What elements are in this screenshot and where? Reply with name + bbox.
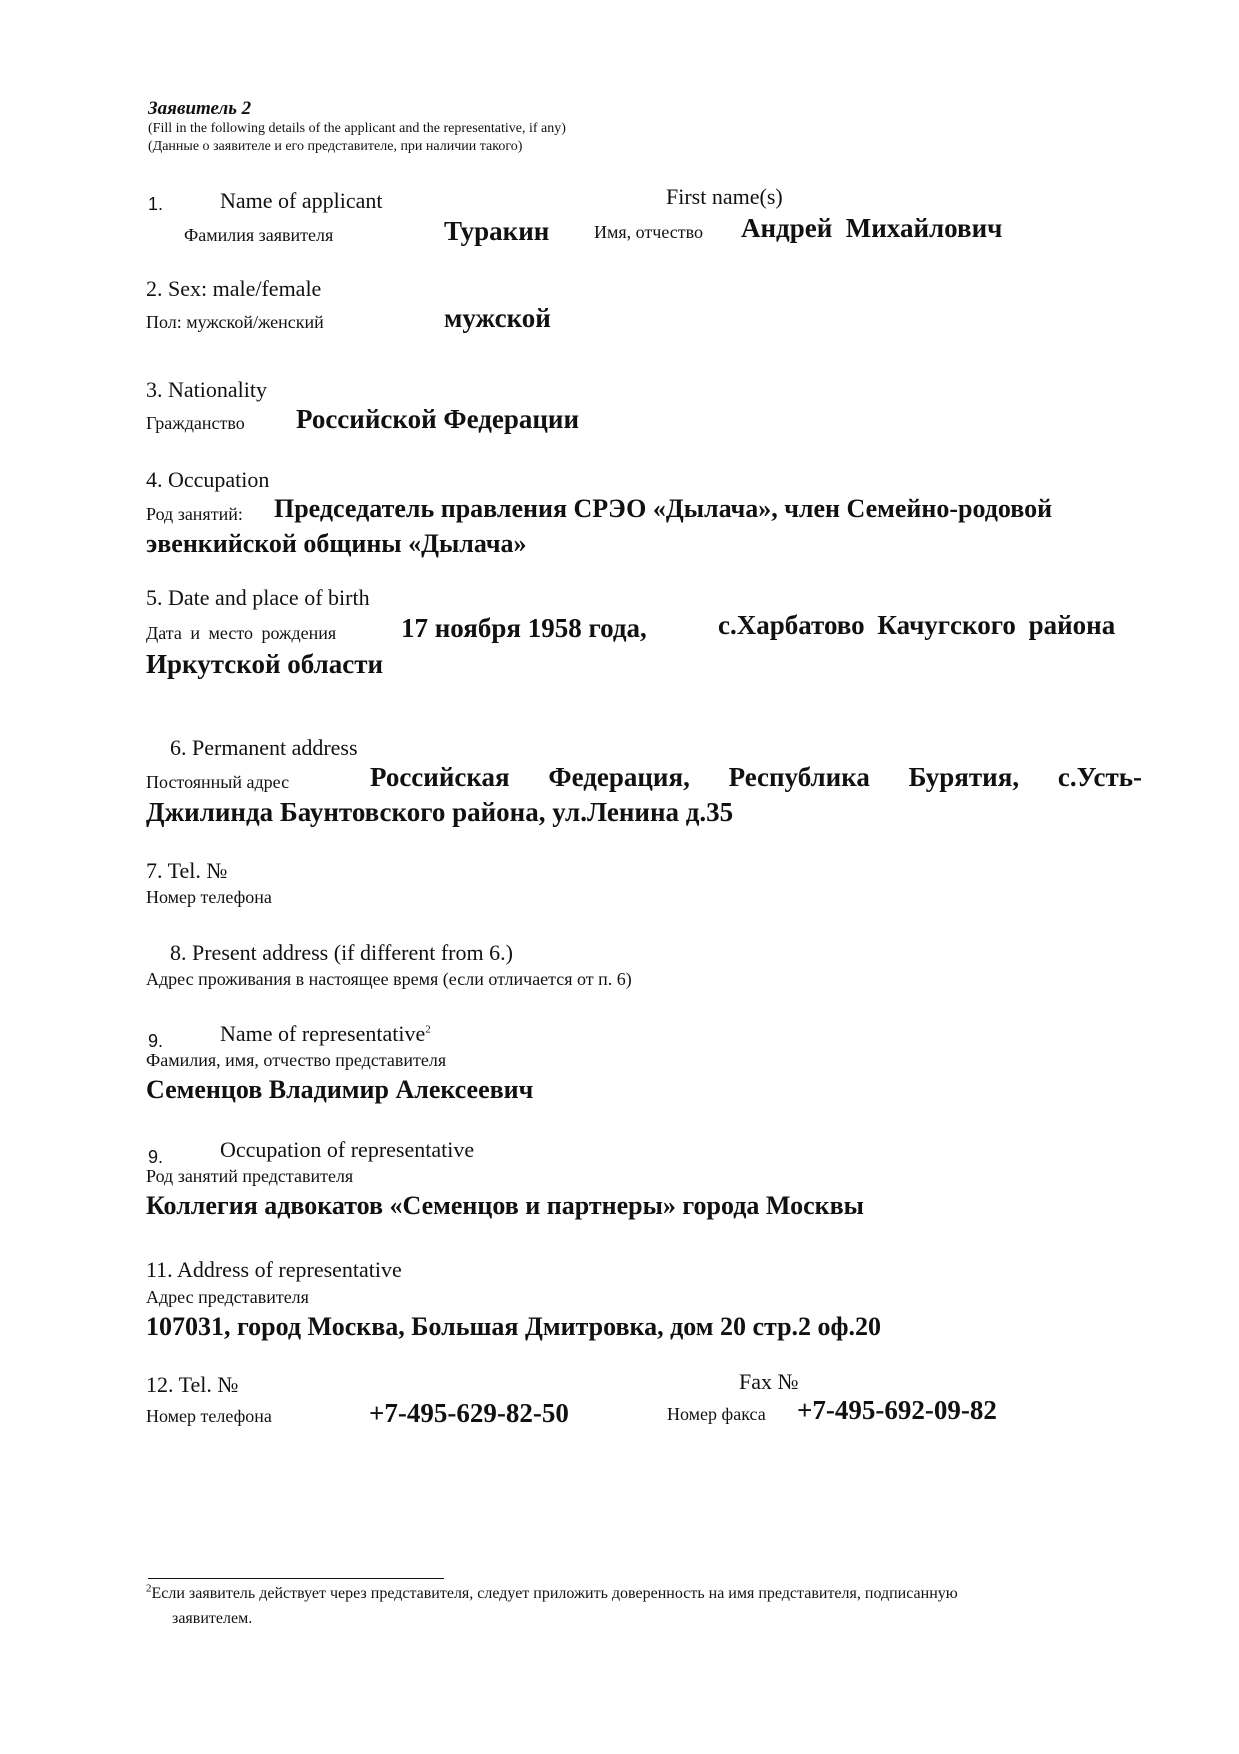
- applicant-sex: мужской: [444, 303, 551, 333]
- representative-address: 107031, город Москва, Большая Дмитровка, дом 20 стр.2 оф.20: [146, 1312, 882, 1341]
- field-6-label-en: 6. Permanent address: [170, 735, 358, 760]
- field-2-label-ru: Пол: мужской/женский: [146, 312, 324, 332]
- footnote-text-line-1: Если заявитель действует через представителя, следует приложить доверенность на имя представителя, подписанную: [151, 1585, 958, 1602]
- representative-name: Семенцов Владимир Алексеевич: [146, 1075, 534, 1104]
- field-7-label-ru: Номер телефона: [146, 887, 272, 907]
- field-1-number: 1.: [148, 194, 164, 214]
- footnote-line-1: [146, 1582, 958, 1603]
- footnote-separator: [148, 1578, 444, 1579]
- field-4-label-ru: Род занятий:: [146, 504, 243, 524]
- field-1-label-en: Name of applicant: [220, 188, 383, 213]
- fax-label-en: Fax №: [739, 1369, 799, 1394]
- field-9-number: 9.: [148, 1031, 164, 1051]
- field-2-label-en: 2. Sex: male/female: [146, 276, 322, 301]
- field-10-number: 9.: [148, 1147, 164, 1167]
- applicant-occupation-line-1: Председатель правления СРЭО «Дылача», член Семейно-родовой: [274, 494, 1053, 523]
- field-12-label-en: 12. Tel. №: [146, 1372, 239, 1397]
- first-name-label-en: First name(s): [666, 184, 783, 209]
- field-9-label-en-text: Name of representative: [220, 1021, 426, 1046]
- field-10-label-ru: Род занятий представителя: [146, 1166, 354, 1186]
- permanent-address-line-2: Джилинда Баунтовского района, ул.Ленина д.35: [146, 797, 734, 827]
- field-9-label-en: [220, 1021, 431, 1047]
- field-1-label-ru: Фамилия заявителя: [184, 225, 334, 245]
- footnote-line-2: заявителем.: [172, 1610, 253, 1627]
- instruction-en: (Fill in the following details of the applicant and the representative, if any): [148, 121, 566, 136]
- birth-place-line-2: Иркутской области: [146, 649, 384, 679]
- birth-date: 17 ноября 1958 года,: [401, 613, 647, 643]
- field-12-label-ru: Номер телефона: [146, 1406, 272, 1426]
- field-7-label-en: 7. Tel. №: [146, 858, 228, 883]
- footnote-2-reference: 2: [425, 1023, 431, 1036]
- field-9-label-ru: Фамилия, имя, отчество представителя: [146, 1050, 447, 1070]
- representative-phone: +7-495-629-82-50: [369, 1398, 569, 1428]
- field-10-label-en: Occupation of representative: [220, 1137, 475, 1162]
- field-11-label-ru: Адрес представителя: [146, 1287, 309, 1307]
- applicant-occupation-line-2: эвенкийской общины «Дылача»: [146, 529, 527, 558]
- birth-place-line-1: с.Харбатово Качугского района: [718, 610, 1116, 640]
- field-3-label-ru: Гражданство: [146, 413, 245, 433]
- applicant-nationality: Российской Федерации: [296, 404, 580, 434]
- field-8-label-ru: Адрес проживания в настоящее время (если отличается от п. 6): [146, 969, 632, 989]
- applicant-surname: Туракин: [444, 216, 550, 246]
- permanent-address-line-1: Российская Федерация, Республика Бурятия, с.Усть-: [370, 762, 1142, 792]
- field-11-label-en: 11. Address of representative: [146, 1257, 402, 1282]
- field-3-label-en: 3. Nationality: [146, 377, 267, 402]
- field-4-label-en: 4. Occupation: [146, 467, 270, 492]
- form-title: Заявитель 2: [148, 98, 252, 119]
- applicant-first-names: Андрей Михайлович: [741, 213, 1003, 243]
- representative-occupation: Коллегия адвокатов «Семенцов и партнеры» города Москвы: [146, 1191, 864, 1220]
- footnote-mark: 2: [146, 1582, 152, 1595]
- first-name-label-ru: Имя, отчество: [594, 222, 704, 242]
- field-6-label-ru: Постоянный адрес: [146, 772, 290, 792]
- field-5-label-en: 5. Date and place of birth: [146, 585, 370, 610]
- field-8-label-en: 8. Present address (if different from 6.): [170, 940, 513, 965]
- instruction-ru: (Данные о заявителе и его представителе, при наличии такого): [148, 139, 523, 154]
- field-5-label-ru: Дата и место рождения: [146, 623, 337, 643]
- fax-label-ru: Номер факса: [667, 1404, 766, 1424]
- representative-fax: +7-495-692-09-82: [797, 1395, 997, 1425]
